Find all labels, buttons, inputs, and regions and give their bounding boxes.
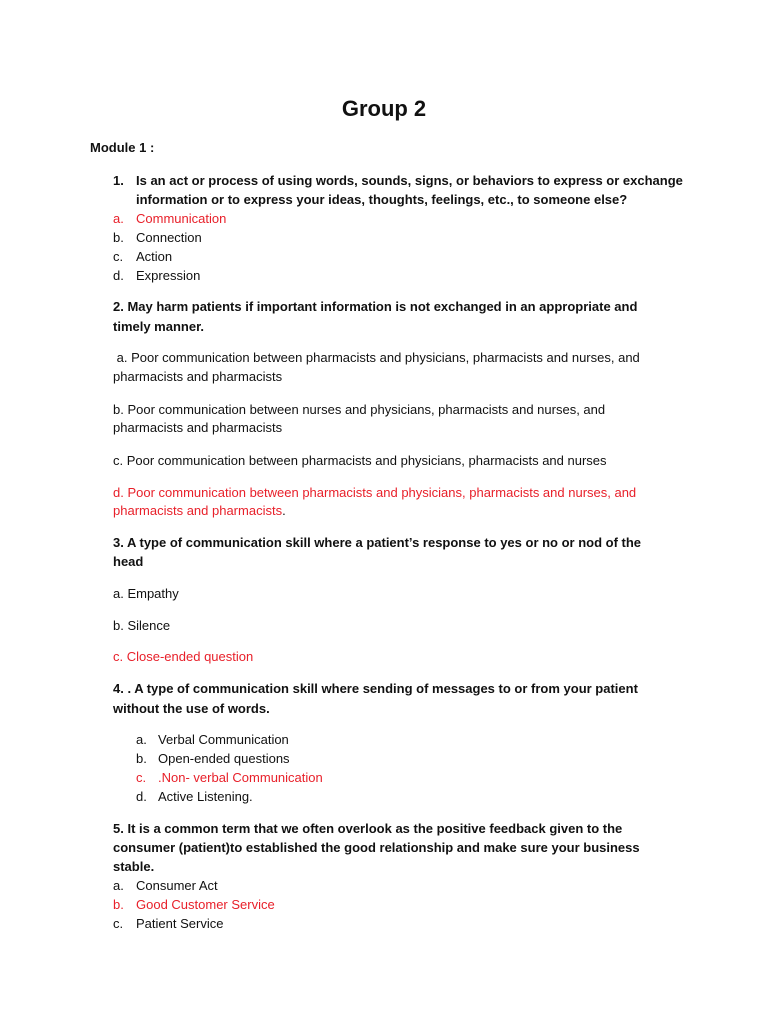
- q4-option-d-label: d.: [136, 789, 147, 804]
- q1-option-c-text: Action: [136, 249, 173, 264]
- q3-option-a: a. Empathy: [113, 586, 179, 601]
- q1-text-line1: Is an act or process of using words, sounds, signs, or behaviors to express or exchange: [136, 173, 683, 188]
- q1-option-a-label: a.: [113, 211, 124, 226]
- q1-option-c-label: c.: [113, 249, 124, 264]
- q4-option-c-text: .Non- verbal Communication: [158, 770, 323, 785]
- q2-option-d-line1: d. Poor communication between pharmacists and physicians, pharmacists and nurses, and: [113, 485, 637, 500]
- q4-text-line1: 4. . A type of communication skill where sending of messages to or from your patient: [113, 681, 638, 696]
- q2-option-d-line2-wrap: [113, 501, 286, 520]
- q3-text-line1: 3. A type of communication skill where a patient’s response to yes or no or nod of the: [113, 535, 642, 550]
- q2-text-line2: timely manner.: [113, 319, 205, 334]
- q5-option-b-text: Good Customer Service: [136, 897, 275, 912]
- q2-option-a-line2: pharmacists and pharmacists: [113, 369, 283, 384]
- q2-option-c: c. Poor communication between pharmacists and physicians, pharmacists and nurses: [113, 453, 607, 468]
- q4-option-a-label: a.: [136, 732, 147, 747]
- q1-option-d-label: d.: [113, 268, 124, 283]
- q4-option-d-text: Active Listening.: [158, 789, 253, 804]
- q2-option-d-period: .: [282, 503, 286, 518]
- module-label: Module 1 :: [90, 140, 155, 155]
- q1-number: 1.: [113, 173, 124, 188]
- q5-option-c-text: Patient Service: [136, 916, 224, 931]
- q1-option-a-text: Communication: [136, 211, 227, 226]
- q3-option-c-text: Close-ended question: [123, 649, 254, 664]
- q2-option-b-line2: pharmacists and pharmacists: [113, 420, 283, 435]
- q1-option-b-text: Connection: [136, 230, 202, 245]
- q5-option-a-text: Consumer Act: [136, 878, 218, 893]
- q4-option-b-text: Open-ended questions: [158, 751, 290, 766]
- q5-option-a-label: a.: [113, 878, 124, 893]
- q5-text-line3: stable.: [113, 859, 155, 874]
- q1-text-line2: information or to express your ideas, thoughts, feelings, etc., to someone else?: [136, 192, 628, 207]
- q2-option-d-line2: pharmacists and pharmacists: [113, 503, 283, 518]
- q2-option-a-line1: a. Poor communication between pharmacists and physicians, pharmacists and nurses, and: [113, 350, 640, 365]
- q5-option-c-label: c.: [113, 916, 124, 931]
- q5-option-b-label: b.: [113, 897, 124, 912]
- q3-option-c-label: c.: [113, 649, 124, 664]
- q4-option-a-text: Verbal Communication: [158, 732, 289, 747]
- q2-text-line1: 2. May harm patients if important information is not exchanged in an appropriate and: [113, 299, 638, 314]
- q3-option-c-wrap: [113, 647, 253, 666]
- q1-option-b-label: b.: [113, 230, 124, 245]
- q3-text-line2: head: [113, 554, 144, 569]
- q3-option-b: b. Silence: [113, 618, 171, 633]
- q4-option-b-label: b.: [136, 751, 147, 766]
- q2-option-b-line1: b. Poor communication between nurses and physicians, pharmacists and nurses, and: [113, 402, 606, 417]
- q5-text-line2: consumer (patient)to established the good relationship and make sure your business: [113, 840, 640, 855]
- q1-option-d-text: Expression: [136, 268, 201, 283]
- q5-text-line1: 5. It is a common term that we often overlook as the positive feedback given to the: [113, 821, 623, 836]
- q4-option-c-label: c.: [136, 770, 147, 785]
- page-title: Group 2: [341, 96, 427, 121]
- q4-text-line2: without the use of words.: [113, 701, 270, 716]
